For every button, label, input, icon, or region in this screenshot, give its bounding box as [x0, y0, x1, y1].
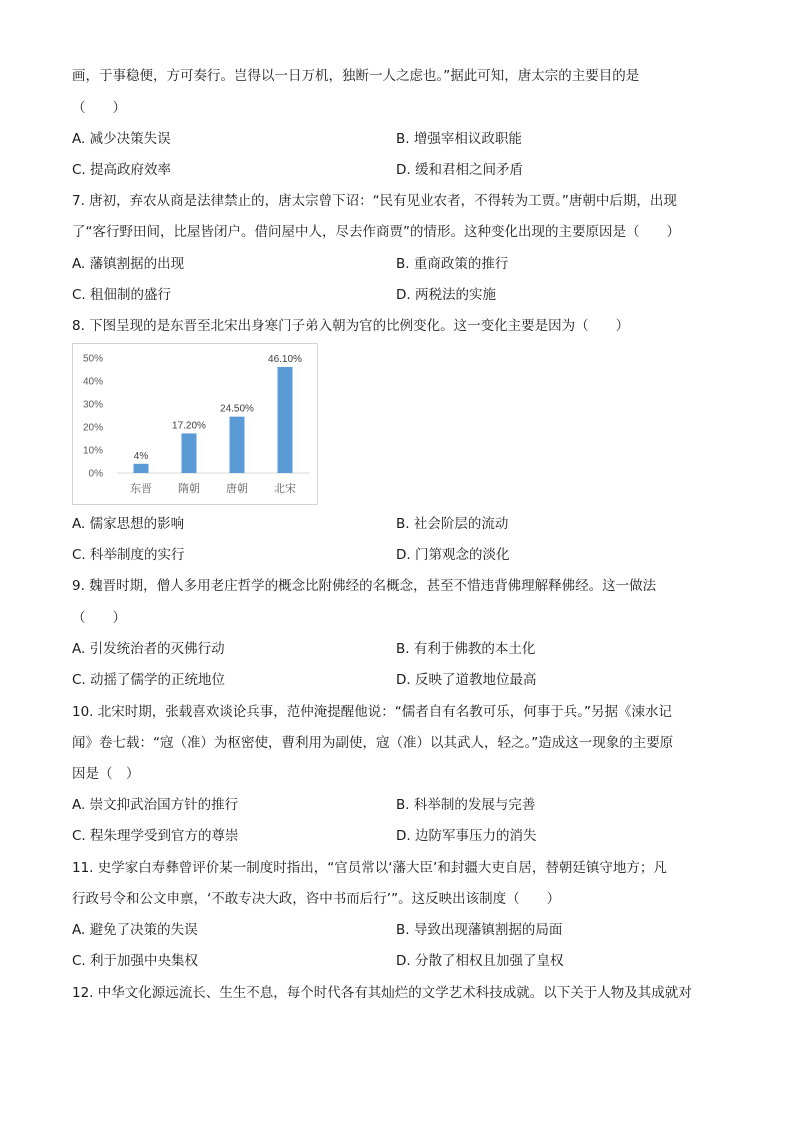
q11-stem-line-1: 11. 史学家白寿彝曾评价某一制度时指出，“官员常以‘藩大臣’和封疆大吏自居，替朝廷镇守地方；凡 [72, 860, 667, 876]
bar-2 [182, 433, 197, 473]
q8-bar-chart [72, 343, 318, 505]
intro-option-b[interactable]: B. 增强宰相议政职能 [396, 131, 522, 147]
y-tick-label: 40% [82, 376, 103, 388]
q9-option-d[interactable]: D. 反映了道教地位最高 [396, 672, 537, 688]
y-tick-label: 50% [82, 353, 103, 365]
q9-option-b[interactable]: B. 有利于佛教的本土化 [396, 641, 536, 657]
q9-stem-line-1: 9. 魏晋时期，僧人多用老庄哲学的概念比附佛经的名概念，甚至不惜违背佛理解释佛经。这一做法 [72, 578, 657, 594]
category-label-2: 隋朝 [178, 482, 200, 495]
bar-chart-svg [73, 344, 319, 506]
bar-3 [230, 417, 245, 473]
q8-option-b[interactable]: B. 社会阶层的流动 [396, 516, 509, 532]
q11-option-b[interactable]: B. 导致出现藩镇割据的局面 [396, 922, 563, 938]
q11-option-a[interactable]: A. 避免了决策的失误 [72, 922, 198, 938]
q8-option-a[interactable]: A. 儒家思想的影响 [72, 516, 185, 532]
q10-option-c[interactable]: C. 程朱理学受到官方的尊崇 [72, 828, 239, 844]
q7-stem-line-2: 了“客行野田间，比屋皆闭户。借问屋中人，尽去作商贾”的情形。这种变化出现的主要原因是（ ） [72, 224, 680, 240]
intro-stem-line-1: 画，于事稳便，方可奏行。岂得以一日万机，独断一人之虑也。”据此可知，唐太宗的主要目的是 [72, 68, 640, 84]
q8-option-c[interactable]: C. 科举制度的实行 [72, 547, 185, 563]
q8-option-d[interactable]: D. 门第观念的淡化 [396, 547, 510, 563]
q7-option-b[interactable]: B. 重商政策的推行 [396, 256, 509, 272]
q10-option-a[interactable]: A. 崇文抑武治国方针的推行 [72, 797, 239, 813]
intro-option-a[interactable]: A. 减少决策失误 [72, 131, 171, 147]
category-label-3: 唐朝 [226, 482, 248, 495]
q11-stem-line-2: 行政号令和公文申禀，‘不敢专决大政，咨中书而后行’”。这反映出该制度（ ） [72, 891, 561, 907]
data-label-1: 4% [133, 450, 149, 462]
y-tick-label: 20% [82, 422, 103, 434]
q8-stem-line-1: 8. 下图呈现的是东晋至北宋出身寒门子弟入朝为官的比例变化。这一变化主要是因为（ ） [72, 318, 630, 334]
data-label-2: 17.20% [172, 420, 206, 432]
data-label-3: 24.50% [220, 403, 254, 415]
q10-stem-line-3: 因是（ ） [72, 766, 140, 782]
q10-stem-line-1: 10. 北宋时期，张载喜欢谈论兵事，范仲淹提醒他说：“儒者自有名教可乐，何事于兵。”另据《涑水记 [72, 704, 672, 720]
q9-option-a[interactable]: A. 引发统治者的灭佛行动 [72, 641, 225, 657]
intro-answer-blank: （ ） [72, 100, 126, 116]
q10-option-b[interactable]: B. 科举制的发展与完善 [396, 797, 536, 813]
intro-option-c[interactable]: C. 提高政府效率 [72, 162, 172, 178]
q10-stem-line-2: 闻》卷七载：“寇（准）为枢密使，曹利用为副使，寇（准）以其武人，轻之。”造成这一现象的主要原 [72, 735, 674, 751]
q7-option-d[interactable]: D. 两税法的实施 [396, 287, 496, 303]
bar-1 [134, 464, 149, 473]
q7-option-a[interactable]: A. 藩镇割据的出现 [72, 256, 185, 272]
q7-option-c[interactable]: C. 租佃制的盛行 [72, 287, 172, 303]
q9-answer-blank: （ ） [72, 610, 126, 626]
q11-option-d[interactable]: D. 分散了相权且加强了皇权 [396, 953, 564, 969]
bar-4 [278, 367, 293, 473]
intro-option-d[interactable]: D. 缓和君相之间矛盾 [396, 162, 523, 178]
category-label-1: 东晋 [130, 482, 152, 495]
q11-option-c[interactable]: C. 利于加强中央集权 [72, 953, 199, 969]
q7-stem-line-1: 7. 唐初，弃农从商是法律禁止的，唐太宗曾下诏：“民有见业农者，不得转为工贾。”唐朝中后期，出现 [72, 193, 677, 209]
data-label-4: 46.10% [268, 353, 302, 365]
y-tick-label: 10% [82, 445, 103, 457]
category-label-4: 北宋 [274, 482, 296, 495]
y-tick-label: 0% [88, 468, 103, 480]
q10-option-d[interactable]: D. 边防军事压力的消失 [396, 828, 537, 844]
y-tick-label: 30% [82, 399, 103, 411]
q9-option-c[interactable]: C. 动摇了儒学的正统地位 [72, 672, 226, 688]
q12-stem-line-1: 12. 中华文化源远流长、生生不息，每个时代各有其灿烂的文学艺术科技成就。以下关于人物及其成就对 [72, 985, 692, 1001]
